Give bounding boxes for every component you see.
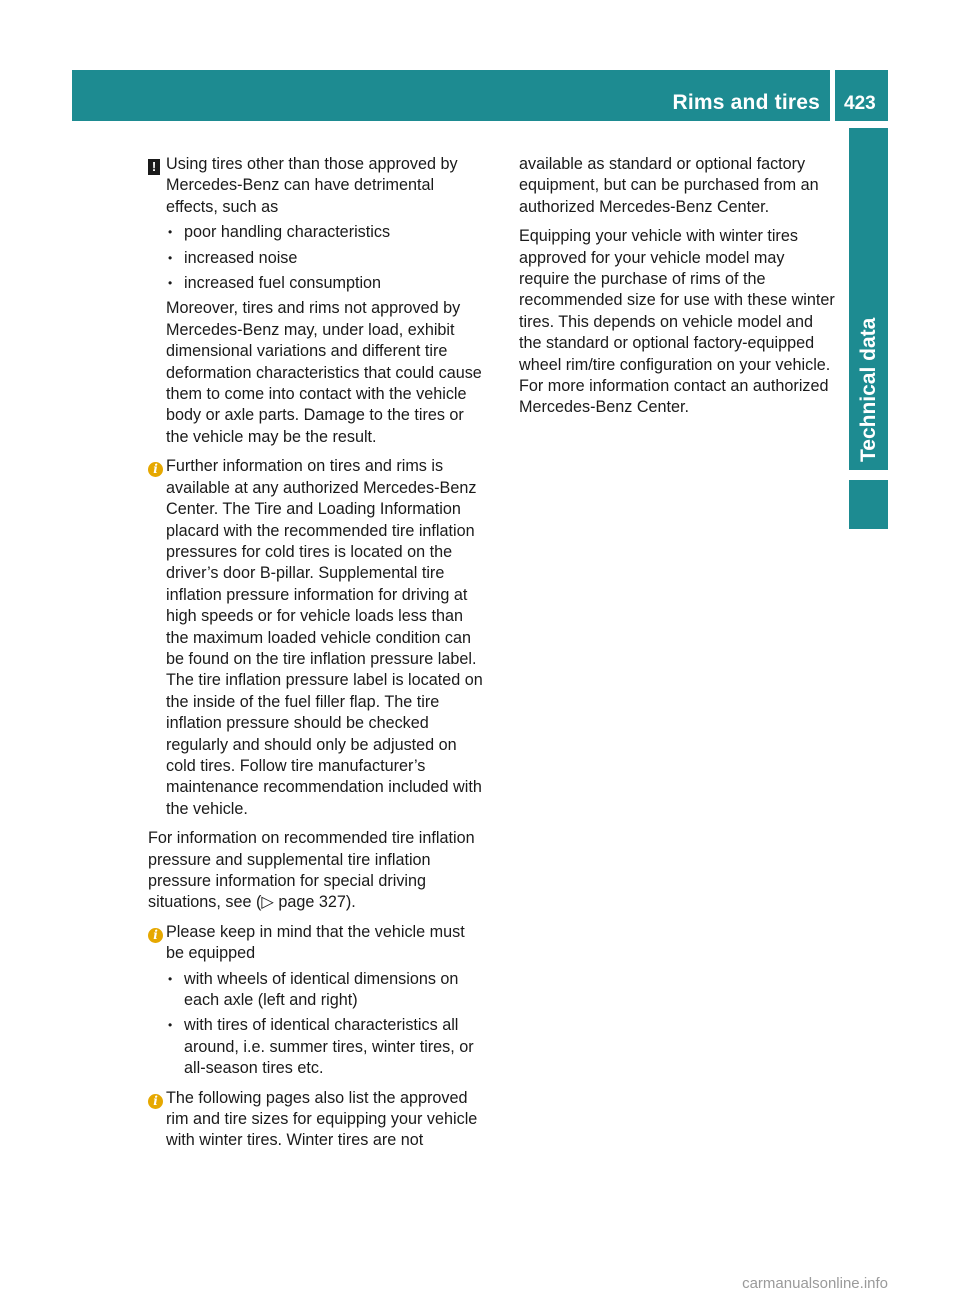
- info-icon: i: [148, 1094, 163, 1109]
- info-note-text: Further information on tires and rims is available at any authorized Mercedes-Benz Center. The Tire and Loading Information placard with the recommended tire inflation pressures for cold tires is located on the driver’s door B-pillar. Supplemental tire inflation pressure information for driving at high speeds or for vehicle loads less than the maximum loaded vehicle condition can be found on the tire inflation pressure label. The tire inflation pressure label is located on the inside of the fuel filler flap. The tire inflation pressure should be checked regularly and should only be adjusted on cold tires. Follow tire manufacturer’s maintenance recommendation included with the vehicle.: [166, 457, 483, 818]
- list-item: • increased noise: [166, 248, 483, 269]
- chapter-tab-marker: [849, 480, 888, 529]
- winter-tires-availability: available as standard or optional factory equipment, but can be purchased from an authorized Mercedes-Benz Center.: [519, 155, 819, 216]
- left-column: [148, 154, 483, 1160]
- page-number: 423: [844, 93, 876, 114]
- watermark: carmanualsonline.info: [742, 1275, 888, 1292]
- info-note-text: Please keep in mind that the vehicle must be equipped: [166, 922, 465, 963]
- info-note-text: The following pages also list the approved rim and tire sizes for equipping your vehicle with winter tires. Winter tires are not: [166, 1088, 478, 1150]
- info-note-tire-information: [148, 456, 483, 820]
- equipment-bullets: [166, 969, 483, 1080]
- chapter-tab: [849, 128, 888, 470]
- info-icon: i: [148, 462, 163, 477]
- warning-bullets: [166, 222, 483, 294]
- warning-icon: !: [148, 159, 160, 175]
- list-item: • with tires of identical characteristics all around, i.e. summer tires, winter tires, or all-season tires etc.: [166, 1015, 483, 1079]
- winter-tires-rims: Equipping your vehicle with winter tires approved for your vehicle model may require the purchase of rims of the recommended size for use with these winter tires. This depends on vehicle model and the standard or optional factory-equipped wheel rim/tire configuration on your vehicle. For more information contact an authorized Mercedes-Benz Center.: [519, 227, 835, 417]
- warning-note: [148, 154, 483, 448]
- chapter-tab-label: Technical data: [856, 317, 880, 462]
- info-icon: i: [148, 928, 163, 943]
- list-item: • with wheels of identical dimensions on each axle (left and right): [166, 969, 483, 1012]
- info-note-winter-tires: [148, 1088, 483, 1152]
- header-bar: [72, 70, 830, 121]
- warning-followup: Moreover, tires and rims not approved by Mercedes-Benz may, under load, exhibit dimensional variations and different tire deformation characteristics that could cause them to come into contact with the vehicle body or axle parts. Damage to the tires or the vehicle may be the result.: [166, 299, 482, 446]
- right-column: [519, 154, 837, 427]
- page-number-box: [835, 70, 888, 121]
- warning-intro: Using tires other than those approved by Mercedes-Benz can have detrimental effects, such as: [166, 155, 458, 216]
- inflation-pressure-paragraph: For information on recommended tire inflation pressure and supplemental tire inflation pressure information for special driving situations, see (▷ page 327).: [148, 829, 475, 912]
- list-item: • poor handling characteristics: [166, 222, 483, 243]
- list-item: • increased fuel consumption: [166, 273, 483, 294]
- info-note-equipment: [148, 922, 483, 1080]
- section-title: Rims and tires: [672, 91, 820, 114]
